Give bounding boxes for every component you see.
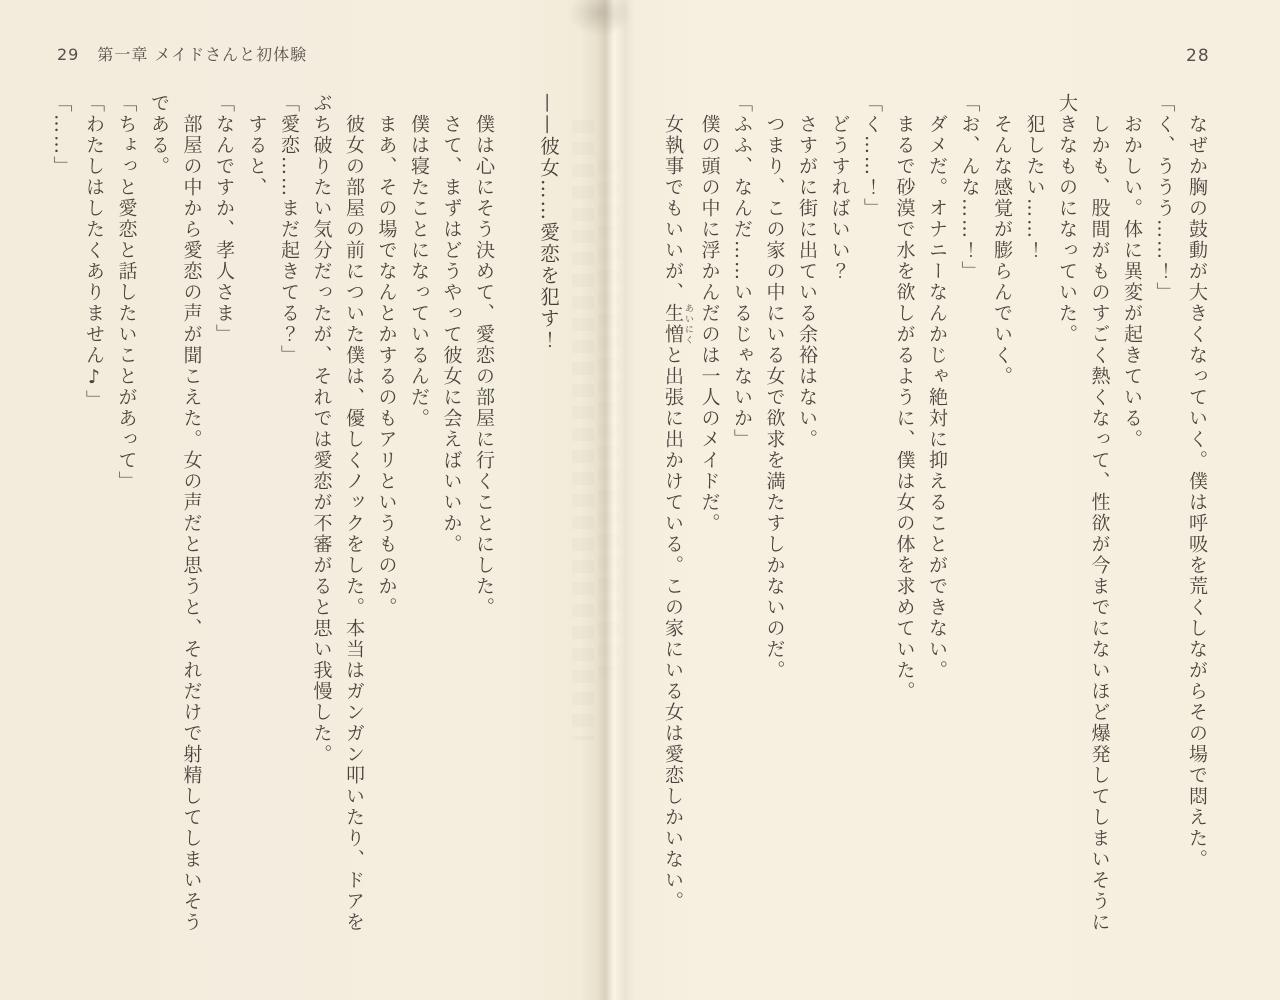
text-column: 大きなものになっていた。: [1056, 93, 1078, 345]
left-page-text: [45, 93, 500, 955]
text-column: 僕の頭の中に浮かんだのは一人のメイドだ。: [698, 93, 721, 534]
page-number: 29: [57, 45, 80, 64]
text-column: ダメだ。オナニーなんかじゃ絶対に抑えることができない。: [926, 93, 948, 681]
text-column: そんな感覚が膨らんでいく。: [991, 93, 1013, 387]
text-column: まあ、その場でなんとかするのもアリというものか。: [375, 93, 398, 618]
text-column: しかも、股間がものすごく熱くなって、性欲が今までにないほど爆発してしまいそうに: [1088, 93, 1111, 933]
text-column: 「ちょっと愛恋と話したいことがあって」: [115, 93, 138, 492]
text-column: [657, 93, 694, 955]
gutter-top-shadow: [565, 0, 635, 38]
ruby-text: あいにく: [683, 303, 693, 345]
text-column: なぜか胸の鼓動が大きくなっていく。僕は呼吸を荒くしながらその場で悶えた。: [1186, 93, 1208, 870]
page-header: [57, 42, 307, 65]
text-column: ぶち破りたい気分だったが、それでは愛恋が不審がると思い我慢した。: [310, 93, 333, 765]
text-column: さすがに街に出ている余裕はない。: [796, 93, 818, 450]
text-column: 「わたしはしたくありません♪」: [83, 93, 105, 411]
page-bleedthrough: [598, 160, 620, 680]
ruby-pre-text: 女執事でもいいが、: [662, 93, 684, 303]
furigana-ruby: [662, 303, 693, 345]
ruby-base: 生憎: [662, 303, 684, 345]
text-column: 僕は心にそう決めて、愛恋の部屋に行くことにした。: [473, 93, 495, 618]
text-column: 「なんですか、孝人さま」: [213, 93, 235, 345]
text-column: 「ふふ、なんだ……いるじゃないか」: [731, 93, 753, 450]
text-column: 「……」: [50, 93, 73, 177]
text-column: まるで砂漠で水を欲しがるように、僕は女の体を求めていた。: [893, 93, 916, 702]
text-column: さて、まずはどうやって彼女に会えばいいか。: [440, 93, 463, 555]
text-column: すると、: [245, 93, 268, 198]
text-column: 部屋の中から愛恋の声が聞こえた。女の声だと思うと、それだけで射精してしまいそう: [180, 93, 203, 933]
text-column: 「愛恋……まだ起きてる？」: [278, 93, 300, 366]
text-column: 僕は寝たことになっているんだ。: [408, 93, 430, 429]
text-column: つまり、この家の中にいる女で欲求を満たすしかないのだ。: [763, 93, 786, 681]
text-column: 「く……！」: [861, 93, 883, 219]
text-column: 彼女の部屋の前についた僕は、優しくノックをした。本当はガンガン叩いたり、ドアを: [343, 93, 365, 933]
text-column: 「く、ううう……！」: [1153, 93, 1176, 303]
text-column: 「お、んな……！」: [958, 93, 981, 282]
page-bleedthrough: [572, 120, 594, 740]
text-column: おかしい。体に異変が起きている。: [1121, 93, 1143, 450]
page-number: 28: [1186, 46, 1210, 66]
text-column: 犯したい……！: [1023, 93, 1046, 261]
section-heading: ——彼女……愛恋を犯す！: [537, 93, 560, 351]
text-column: である。: [148, 93, 170, 177]
chapter-title: 第一章 メイドさんと初体験: [97, 45, 308, 64]
text-column: どうすればいい？: [828, 93, 851, 282]
right-page-text: [660, 93, 1213, 955]
gutter-shadow: [580, 0, 635, 1000]
ruby-post-text: と出張に出かけている。この家にいる女は愛恋しかいない。: [662, 345, 684, 912]
